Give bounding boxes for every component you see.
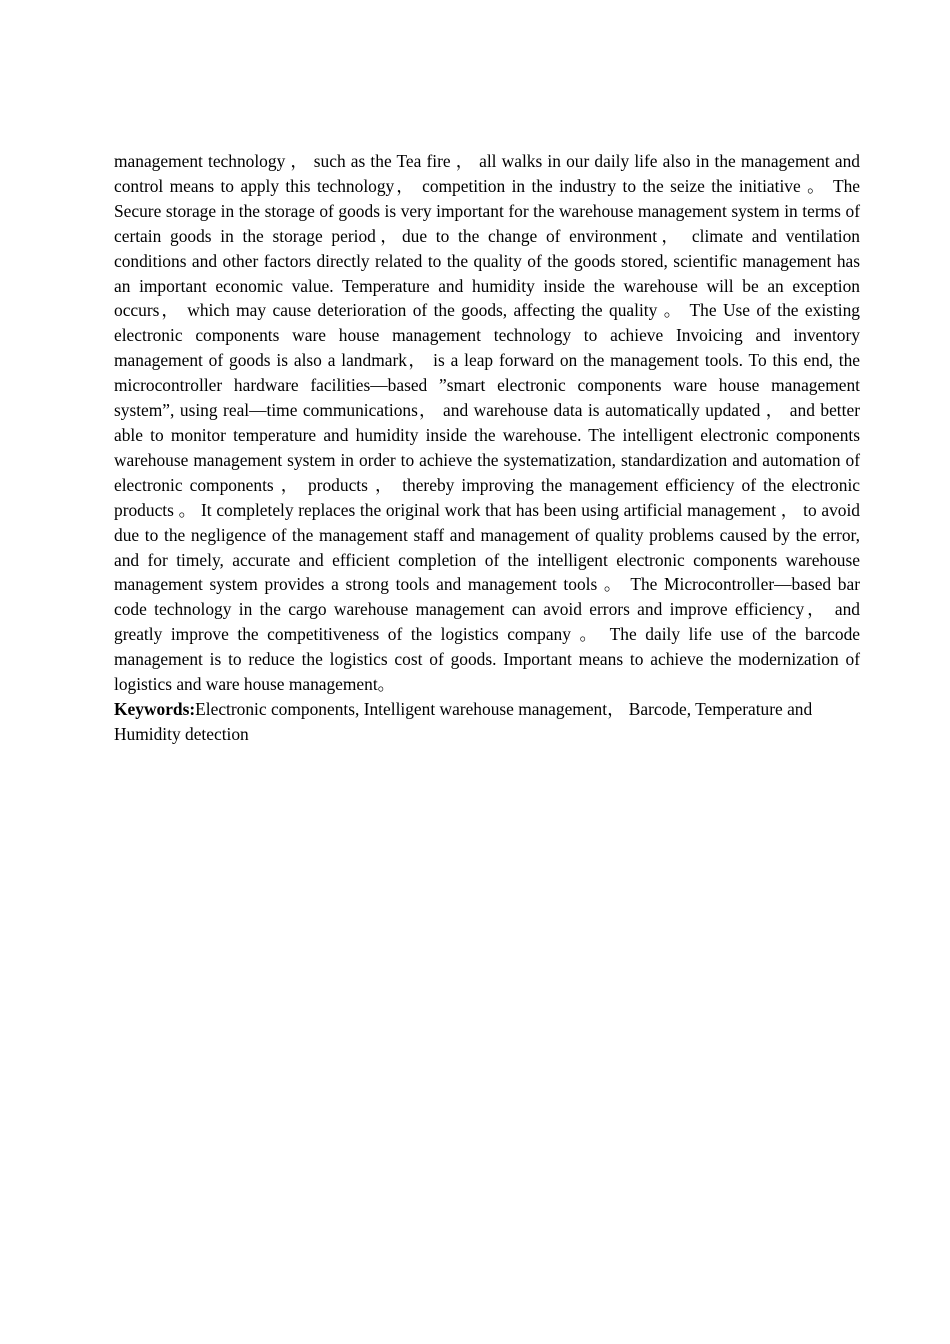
keywords-label: Keywords:	[114, 698, 196, 719]
abstract-section	[114, 149, 860, 747]
abstract-paragraph: management technology ， such as the Tea fire ， all walks in our daily life also in the management and control means to apply this technology， competition in the industry to the seize the initiative 。 The Secure storage in the storage of goods is very important for the warehouse management system in terms of certain goods in the storage period，due to the change of environment， climate and ventilation conditions and other factors directly related to the quality of the goods stored, scientific management has an important economic value. Temperature and humidity inside the warehouse will be an exception occurs， which may cause deterioration of the goods, affecting the quality 。 The Use of the existing electronic components ware house management technology to achieve Invoicing and inventory management of goods is also a landmark， is a leap forward on the management tools. To this end, the microcontroller hardware facilities—based ”smart electronic components ware house management system”, using real—time communications， and warehouse data is automatically updated ， and better able to monitor temperature and humidity inside the warehouse. The intelligent electronic components warehouse management system in order to achieve the systematization, standardization and automation of electronic components ， products ， thereby improving the management efficiency of the electronic products 。 It completely replaces the original work that has been using artificial management ， to avoid due to the negligence of the management staff and management of quality problems caused by the error, and for timely, accurate and efficient completion of the intelligent electronic components warehouse management system provides a strong tools and management tools 。 The Microcontroller—based bar code technology in the cargo warehouse management can avoid errors and improve efficiency， and greatly improve the competitiveness of the logistics company 。 The daily life use of the barcode management is to reduce the logistics cost of goods. Important means to achieve the modernization of logistics and ware house management。	[114, 151, 860, 695]
keywords-text: Electronic components, Intelligent warehouse management， Barcode, Temperature and Humidity detection	[114, 698, 813, 744]
keywords-line	[114, 697, 860, 747]
